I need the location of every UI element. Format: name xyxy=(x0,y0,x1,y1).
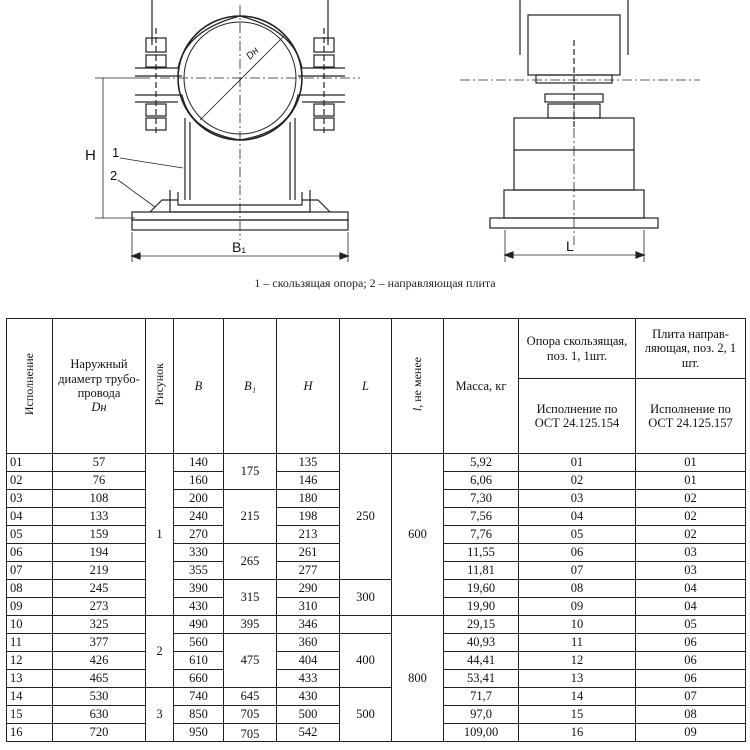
table-cell: 315 xyxy=(224,580,277,616)
table-cell: 15 xyxy=(7,706,53,724)
header-ispolnenie: Исполнение xyxy=(7,319,53,454)
table-cell: 800 xyxy=(392,616,444,742)
header-risunok: Рисунок xyxy=(146,319,174,454)
header-b1: B₁ xyxy=(224,319,277,454)
header-h: H xyxy=(277,319,340,454)
table-cell: 07 xyxy=(636,688,746,706)
table-cell: 850 xyxy=(174,706,224,724)
table-cell: 175 xyxy=(224,454,277,490)
table-cell: 133 xyxy=(53,508,146,526)
table-cell: 500 xyxy=(277,706,340,724)
table-cell: 11 xyxy=(519,634,636,652)
table-cell: 14 xyxy=(519,688,636,706)
table-cell: 07 xyxy=(519,562,636,580)
table-row xyxy=(7,454,746,472)
table-cell: 290 xyxy=(277,580,340,598)
table-cell: 07 xyxy=(7,562,53,580)
leader-label-2: 2 xyxy=(110,168,118,183)
table-cell: 400 xyxy=(340,634,392,688)
table-cell: 219 xyxy=(53,562,146,580)
table-cell: 660 xyxy=(174,670,224,688)
table-cell: 560 xyxy=(174,634,224,652)
table-cell: 500 xyxy=(340,688,392,742)
l-cell-empty xyxy=(340,616,392,634)
table-cell: 04 xyxy=(7,508,53,526)
table-cell: 390 xyxy=(174,580,224,598)
table-cell: 5,92 xyxy=(444,454,519,472)
table-cell: 404 xyxy=(277,652,340,670)
table-cell: 02 xyxy=(636,508,746,526)
table-cell: 09 xyxy=(519,598,636,616)
table-cell: 08 xyxy=(519,580,636,598)
table-cell: 180 xyxy=(277,490,340,508)
table-cell: 11,55 xyxy=(444,544,519,562)
table-cell: 02 xyxy=(636,526,746,544)
table-cell: 198 xyxy=(277,508,340,526)
table-cell: 109,00 xyxy=(444,724,519,742)
table-cell: 03 xyxy=(636,544,746,562)
table-cell: 09 xyxy=(7,598,53,616)
table-cell: 29,15 xyxy=(444,616,519,634)
table-cell: 610 xyxy=(174,652,224,670)
table-cell: 97,0 xyxy=(444,706,519,724)
table-row xyxy=(7,616,746,634)
table-cell: 200 xyxy=(174,490,224,508)
table-cell: 705 xyxy=(224,724,277,742)
table-cell: 7,76 xyxy=(444,526,519,544)
table-cell: 13 xyxy=(519,670,636,688)
table-cell: 600 xyxy=(392,454,444,616)
table-cell: 05 xyxy=(519,526,636,544)
table-cell: 146 xyxy=(277,472,340,490)
table-cell: 240 xyxy=(174,508,224,526)
table-cell: 720 xyxy=(53,724,146,742)
table-cell: 277 xyxy=(277,562,340,580)
table-cell: 159 xyxy=(53,526,146,544)
table-cell: 01 xyxy=(7,454,53,472)
table-cell: 2 xyxy=(146,616,174,688)
table-cell: 40,93 xyxy=(444,634,519,652)
table-cell: 03 xyxy=(636,562,746,580)
table-cell: 13 xyxy=(7,670,53,688)
table-cell: 346 xyxy=(277,616,340,634)
table-cell: 19,60 xyxy=(444,580,519,598)
table-cell: 108 xyxy=(53,490,146,508)
table-cell: 950 xyxy=(174,724,224,742)
table-cell: 530 xyxy=(53,688,146,706)
table-cell: 215 xyxy=(224,490,277,544)
table-cell: 71,7 xyxy=(444,688,519,706)
table-cell: 76 xyxy=(53,472,146,490)
table-cell: 53,41 xyxy=(444,670,519,688)
table-cell: 261 xyxy=(277,544,340,562)
table-cell: 430 xyxy=(174,598,224,616)
table-cell: 02 xyxy=(636,490,746,508)
table-cell: 194 xyxy=(53,544,146,562)
table-cell: 19,90 xyxy=(444,598,519,616)
table-cell: 01 xyxy=(519,454,636,472)
dim-label-dn: Dн xyxy=(244,45,262,63)
table-cell: 06 xyxy=(636,670,746,688)
header-diameter: Наружный диаметр трубо-провода Dн xyxy=(53,319,146,454)
table-cell: 705 xyxy=(224,706,277,724)
table-cell: 03 xyxy=(7,490,53,508)
table-cell: 57 xyxy=(53,454,146,472)
table-cell: 06 xyxy=(636,634,746,652)
table-cell: 04 xyxy=(519,508,636,526)
table-cell: 03 xyxy=(519,490,636,508)
header-plita: Плита направ-ляющая, поз. 2, 1 шт. xyxy=(636,319,746,379)
header-opora: Опора скользящая, поз. 1, 1шт. xyxy=(519,319,636,379)
table-cell: 426 xyxy=(53,652,146,670)
table-cell: 09 xyxy=(636,724,746,742)
table-cell: 08 xyxy=(7,580,53,598)
table-cell: 542 xyxy=(277,724,340,742)
dim-label-h: H xyxy=(85,147,96,164)
table-cell: 16 xyxy=(519,724,636,742)
table-cell: 360 xyxy=(277,634,340,652)
table-cell: 325 xyxy=(53,616,146,634)
table-cell: 377 xyxy=(53,634,146,652)
table-cell: 355 xyxy=(174,562,224,580)
technical-drawing xyxy=(0,0,750,300)
table-cell: 7,30 xyxy=(444,490,519,508)
leader-label-1: 1 xyxy=(112,145,120,160)
table-cell: 213 xyxy=(277,526,340,544)
table-cell: 01 xyxy=(636,454,746,472)
table-cell: 6,06 xyxy=(444,472,519,490)
table-cell: 3 xyxy=(146,688,174,742)
table-cell: 04 xyxy=(636,580,746,598)
table-cell: 645 xyxy=(224,688,277,706)
header-l: L xyxy=(340,319,392,454)
table-cell: 01 xyxy=(636,472,746,490)
table-cell: 135 xyxy=(277,454,340,472)
table-cell: 740 xyxy=(174,688,224,706)
table-cell: 310 xyxy=(277,598,340,616)
table-cell: 16 xyxy=(7,724,53,742)
header-opora-ost: Исполнение по ОСТ 24.125.154 xyxy=(519,379,636,454)
table-cell: 433 xyxy=(277,670,340,688)
table-cell: 08 xyxy=(636,706,746,724)
figure-caption: 1 – скользящая опора; 2 – направляющая плита xyxy=(254,276,496,290)
table-cell: 395 xyxy=(224,616,277,634)
table-cell: 10 xyxy=(7,616,53,634)
table-cell: 300 xyxy=(340,580,392,616)
dim-label-l: L xyxy=(566,238,574,254)
table-row xyxy=(7,580,746,598)
table-cell: 465 xyxy=(53,670,146,688)
table-cell: 11 xyxy=(7,634,53,652)
table-cell: 160 xyxy=(174,472,224,490)
table-cell: 05 xyxy=(636,616,746,634)
table-cell: 11,81 xyxy=(444,562,519,580)
table-cell: 7,56 xyxy=(444,508,519,526)
table-cell: 05 xyxy=(7,526,53,544)
table-cell: 02 xyxy=(519,472,636,490)
table-cell: 12 xyxy=(519,652,636,670)
table-cell: 44,41 xyxy=(444,652,519,670)
table-cell: 630 xyxy=(53,706,146,724)
table-cell: 15 xyxy=(519,706,636,724)
table-cell: 265 xyxy=(224,544,277,580)
table-cell: 330 xyxy=(174,544,224,562)
table-cell: 06 xyxy=(519,544,636,562)
table-row xyxy=(7,688,746,706)
table-cell: 14 xyxy=(7,688,53,706)
table-cell: 1 xyxy=(146,454,174,616)
table-cell: 10 xyxy=(519,616,636,634)
header-b: B xyxy=(174,319,224,454)
header-mass: Масса, кг xyxy=(444,319,519,454)
table-cell: 02 xyxy=(7,472,53,490)
spec-table xyxy=(6,318,746,742)
table-cell: 490 xyxy=(174,616,224,634)
table-cell: 245 xyxy=(53,580,146,598)
table-cell: 273 xyxy=(53,598,146,616)
header-l-min: l, не менее xyxy=(392,319,444,454)
table-cell: 430 xyxy=(277,688,340,706)
table-cell: 06 xyxy=(7,544,53,562)
header-plita-ost: Исполнение по ОСТ 24.125.157 xyxy=(636,379,746,454)
table-cell: 475 xyxy=(224,634,277,688)
dim-label-b1: B₁ xyxy=(232,239,247,255)
table-cell: 12 xyxy=(7,652,53,670)
table-cell: 06 xyxy=(636,652,746,670)
table-cell: 140 xyxy=(174,454,224,472)
table-row xyxy=(7,634,746,652)
table-cell: 04 xyxy=(636,598,746,616)
table-cell: 250 xyxy=(340,454,392,580)
table-cell: 270 xyxy=(174,526,224,544)
